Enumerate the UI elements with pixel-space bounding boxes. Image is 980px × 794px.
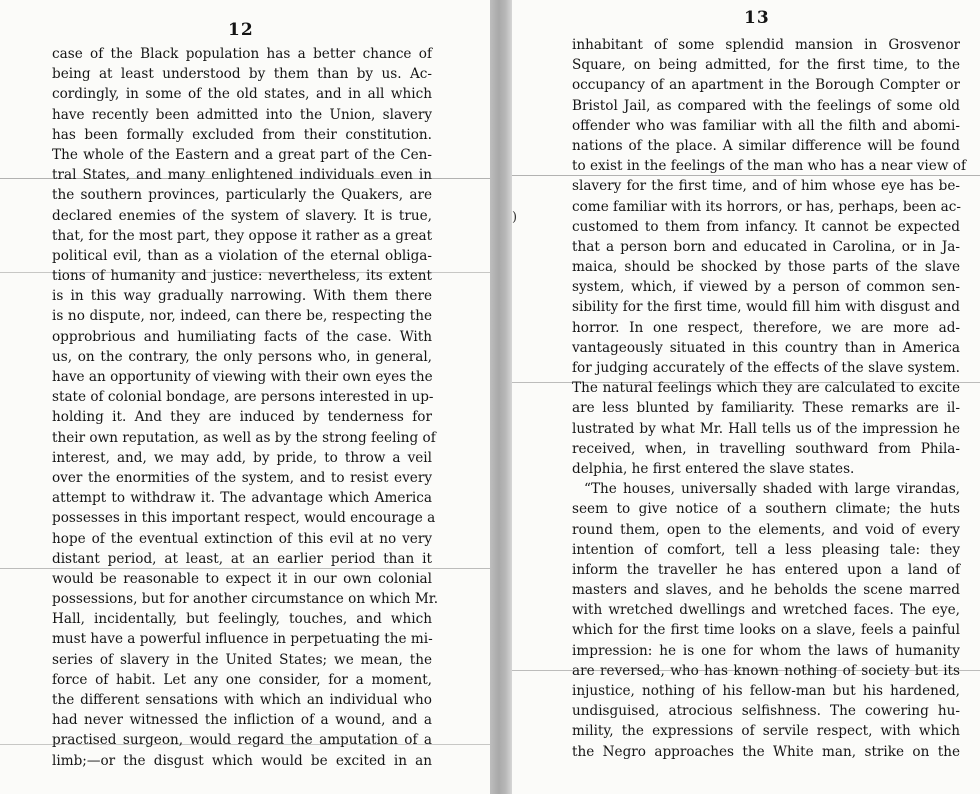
- text-line: The whole of the Eastern and a great part of the Cen-: [52, 146, 432, 163]
- text-line: Bristol Jail, as compared with the feelings of some old: [572, 97, 960, 114]
- text-line: the southern provinces, particularly the Quakers, are: [52, 187, 432, 204]
- text-line: inform the traveller he has entered upon a land of: [572, 561, 960, 578]
- text-line: masters and slaves, and he beholds the scene marred: [572, 582, 960, 599]
- text-line: had never witnessed the infliction of a wound, and a: [52, 712, 432, 729]
- text-line: offender who was familiar with all the filth and abomi-: [572, 117, 960, 134]
- text-line: inhabitant of some splendid mansion in Grosvenor: [572, 37, 960, 53]
- scan-line: [0, 744, 490, 745]
- text-line: with wretched dwellings and wretched faces. The eye,: [572, 602, 960, 619]
- text-line: tions of humanity and justice: nevertheless, its extent: [52, 268, 432, 285]
- text-line: sibility for the first time, would fill him with disgust and: [572, 299, 960, 316]
- text-line: which for the first time looks on a slave, feels a painful: [572, 622, 960, 639]
- text-line: attempt to withdraw it. The advantage which America: [52, 490, 432, 507]
- text-line: that, for the most part, they oppose it rather as a great: [52, 227, 433, 244]
- text-line: impression: he is one for whom the laws of humanity: [572, 642, 960, 659]
- text-line: come familiar with its horrors, or has, perhaps, been ac-: [572, 198, 961, 215]
- text-line: hope of the eventual extinction of this evil at no very: [52, 530, 432, 547]
- text-line: received, when, in travelling southward from Phila-: [572, 440, 960, 457]
- text-line: declared enemies of the system of slavery. It is true,: [52, 207, 432, 224]
- scan-line: [0, 272, 490, 273]
- text-line: seem to give notice of a southern climate; the huts: [572, 501, 960, 518]
- text-line: maica, should be shocked by those parts of the slave: [572, 259, 960, 276]
- text-line: being at least understood by them than by us. Ac-: [52, 66, 432, 83]
- text-line: is in this way gradually narrowing. With them there: [52, 288, 432, 305]
- book-gutter: [490, 0, 512, 794]
- right-page-text: [572, 35, 966, 762]
- text-line: injustice, nothing of his fellow-man but his hardened,: [572, 683, 960, 699]
- text-line: undisguised, atrocious selfishness. The cowering hu-: [572, 703, 960, 720]
- text-line: slavery for the first time, and of him whose eye has be-: [572, 178, 960, 195]
- text-line: interest, and, we may add, by pride, to throw a veil: [52, 449, 432, 466]
- text-line: round them, open to the elements, and void of every: [572, 521, 960, 538]
- text-line: horror. In one respect, therefore, we are more ad-: [572, 319, 960, 336]
- text-line: cordingly, in some of the old states, and in all which: [52, 86, 432, 103]
- text-line: distant period, at least, at an earlier period than it: [52, 550, 432, 567]
- text-line: possesses in this important respect, would encourage a: [52, 510, 436, 527]
- page-number-left: 12: [228, 20, 254, 40]
- text-line: are less blunted by familiarity. These remarks are il-: [572, 400, 960, 417]
- text-line: Square, on being admitted, for the first time, to the: [572, 57, 960, 74]
- text-line: holding it. And they are induced by tenderness for: [52, 409, 432, 426]
- text-line: vantageously situated in this country than in America: [572, 339, 960, 356]
- text-line: us, on the contrary, the only persons who, in general,: [52, 348, 432, 365]
- text-line: that a person born and educated in Carolina, or in Ja-: [572, 238, 960, 255]
- text-line: have recently been admitted into the Union, slavery: [52, 106, 432, 123]
- right-page: [512, 0, 980, 794]
- text-line: occupancy of an apartment in the Borough Compter or: [572, 77, 960, 94]
- text-line: intention of comfort, tell a less pleasing tale: they: [572, 541, 960, 558]
- text-line: are reversed, who has known nothing of society but its: [572, 662, 960, 679]
- text-line: “The houses, universally shaded with large virandas,: [584, 481, 960, 498]
- text-line: the different sensations with which an individual who: [52, 692, 432, 708]
- text-line: system, which, if viewed by a person of common sen-: [572, 279, 960, 296]
- text-line: nations of the place. A similar difference will be found: [572, 137, 960, 154]
- text-line: would be reasonable to expect it in our own colonial: [52, 570, 432, 587]
- text-line: their own reputation, as well as by the strong feeling of: [52, 429, 436, 446]
- margin-mark: ): [512, 210, 518, 225]
- text-line: has been formally excluded from their constitution.: [52, 126, 432, 143]
- text-line: practised surgeon, would regard the amputation of a: [52, 732, 432, 749]
- text-line: state of colonial bondage, are persons interested in up-: [52, 389, 434, 406]
- text-line: over the enormities of the system, and to resist every: [52, 469, 432, 486]
- text-line: Hall, incidentally, but feelingly, touches, and which: [52, 611, 432, 628]
- text-line: series of slavery in the United States; we mean, the: [52, 651, 432, 668]
- scan-line: [512, 670, 980, 671]
- text-line: must have a powerful influence in perpetuating the mi-: [52, 631, 433, 648]
- text-line: to exist in the feelings of the man who has a near view of: [572, 158, 966, 175]
- text-line: The natural feelings which they are calculated to excite: [572, 380, 960, 397]
- text-line: for judging accurately of the effects of the slave system.: [572, 360, 960, 376]
- text-line: delphia, he first entered the slave states.: [572, 460, 855, 477]
- text-line: customed to them from infancy. It cannot be expected: [572, 218, 960, 235]
- text-line: political evil, than as a violation of the eternal obliga-: [52, 247, 432, 264]
- text-line: limb;—or the disgust which would be excited in an: [52, 752, 432, 769]
- scan-line: [512, 175, 980, 176]
- text-line: tral States, and many enlightened individuals even in: [52, 167, 432, 184]
- text-line: case of the Black population has a better chance of: [52, 46, 432, 62]
- text-line: lustrated by what Mr. Hall tells us of the impression he: [572, 420, 960, 437]
- text-line: mility, the expressions of servile respect, with which: [572, 723, 960, 740]
- text-line: the Negro approaches the White man, strike on the: [572, 743, 960, 760]
- text-line: possessions, but for another circumstance on which Mr.: [52, 591, 439, 608]
- page-number-right: 13: [744, 8, 770, 28]
- scan-line: [0, 568, 490, 569]
- text-line: opprobrious and humiliating facts of the case. With: [52, 328, 432, 345]
- scan-line: [512, 382, 980, 383]
- scan-line: [0, 178, 490, 179]
- text-line: is no dispute, nor, indeed, can there be, respecting the: [52, 308, 432, 325]
- text-line: force of habit. Let any one consider, for a moment,: [52, 671, 432, 688]
- left-page-text: [52, 44, 439, 771]
- text-line: have an opportunity of viewing with their own eyes the: [52, 369, 433, 385]
